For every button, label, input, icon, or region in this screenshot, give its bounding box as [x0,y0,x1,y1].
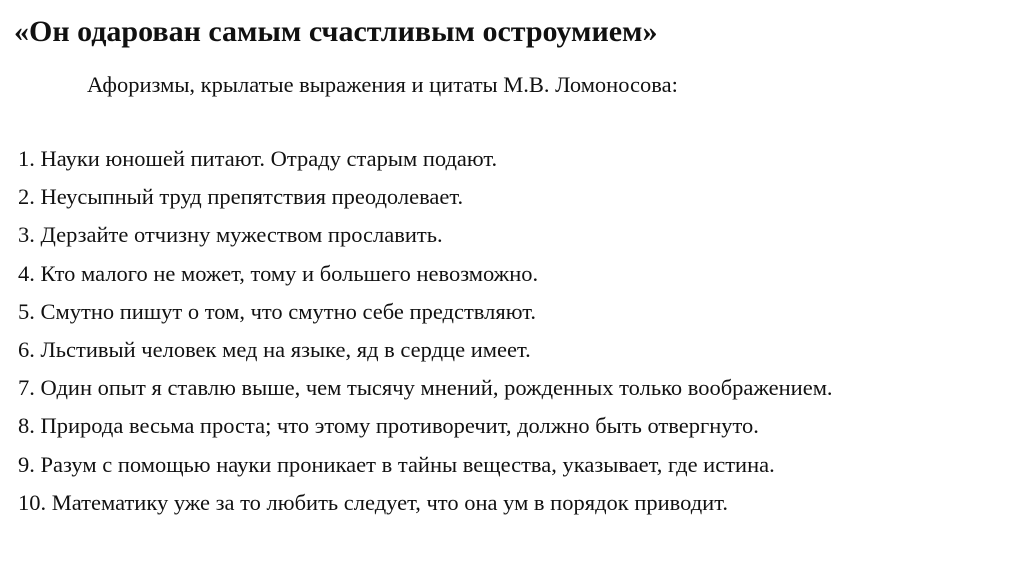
aphorism-item: 3. Дерзайте отчизну мужеством прославить. [18,222,443,248]
aphorism-item: 7. Один опыт я ставлю выше, чем тысячу мнений, рожденных только воображением. [18,375,833,401]
slide-subtitle: Афоризмы, крылатые выражения и цитаты М.В. Ломоносова: [87,72,678,97]
aphorism-item: 5. Смутно пишут о том, что смутно себе предствляют. [18,298,536,324]
aphorism-item: 1. Науки юношей питают. Отраду старым подают. [18,146,498,171]
aphorism-item: 9. Разум с помощью науки проникает в тайны вещества, указывает, где истина. [18,451,775,477]
aphorism-item: 2. Неусыпный труд препятствия преодолевает. [18,184,464,210]
aphorism-item: 8. Природа весьма проста; что этому противоречит, должно быть отвергнуто. [18,413,759,439]
aphorism-list [18,144,833,526]
aphorism-item: 6. Льстивый человек мед на языке, яд в сердце имеет. [18,336,531,362]
slide-title: «Он одарован самым счастливым остроумием» [14,15,658,48]
aphorism-item: 4. Кто малого не может, тому и большего невозможно. [18,260,539,286]
aphorism-item: 10. Математику уже за то любить следует, что она ум в порядок приводит. [18,489,728,515]
